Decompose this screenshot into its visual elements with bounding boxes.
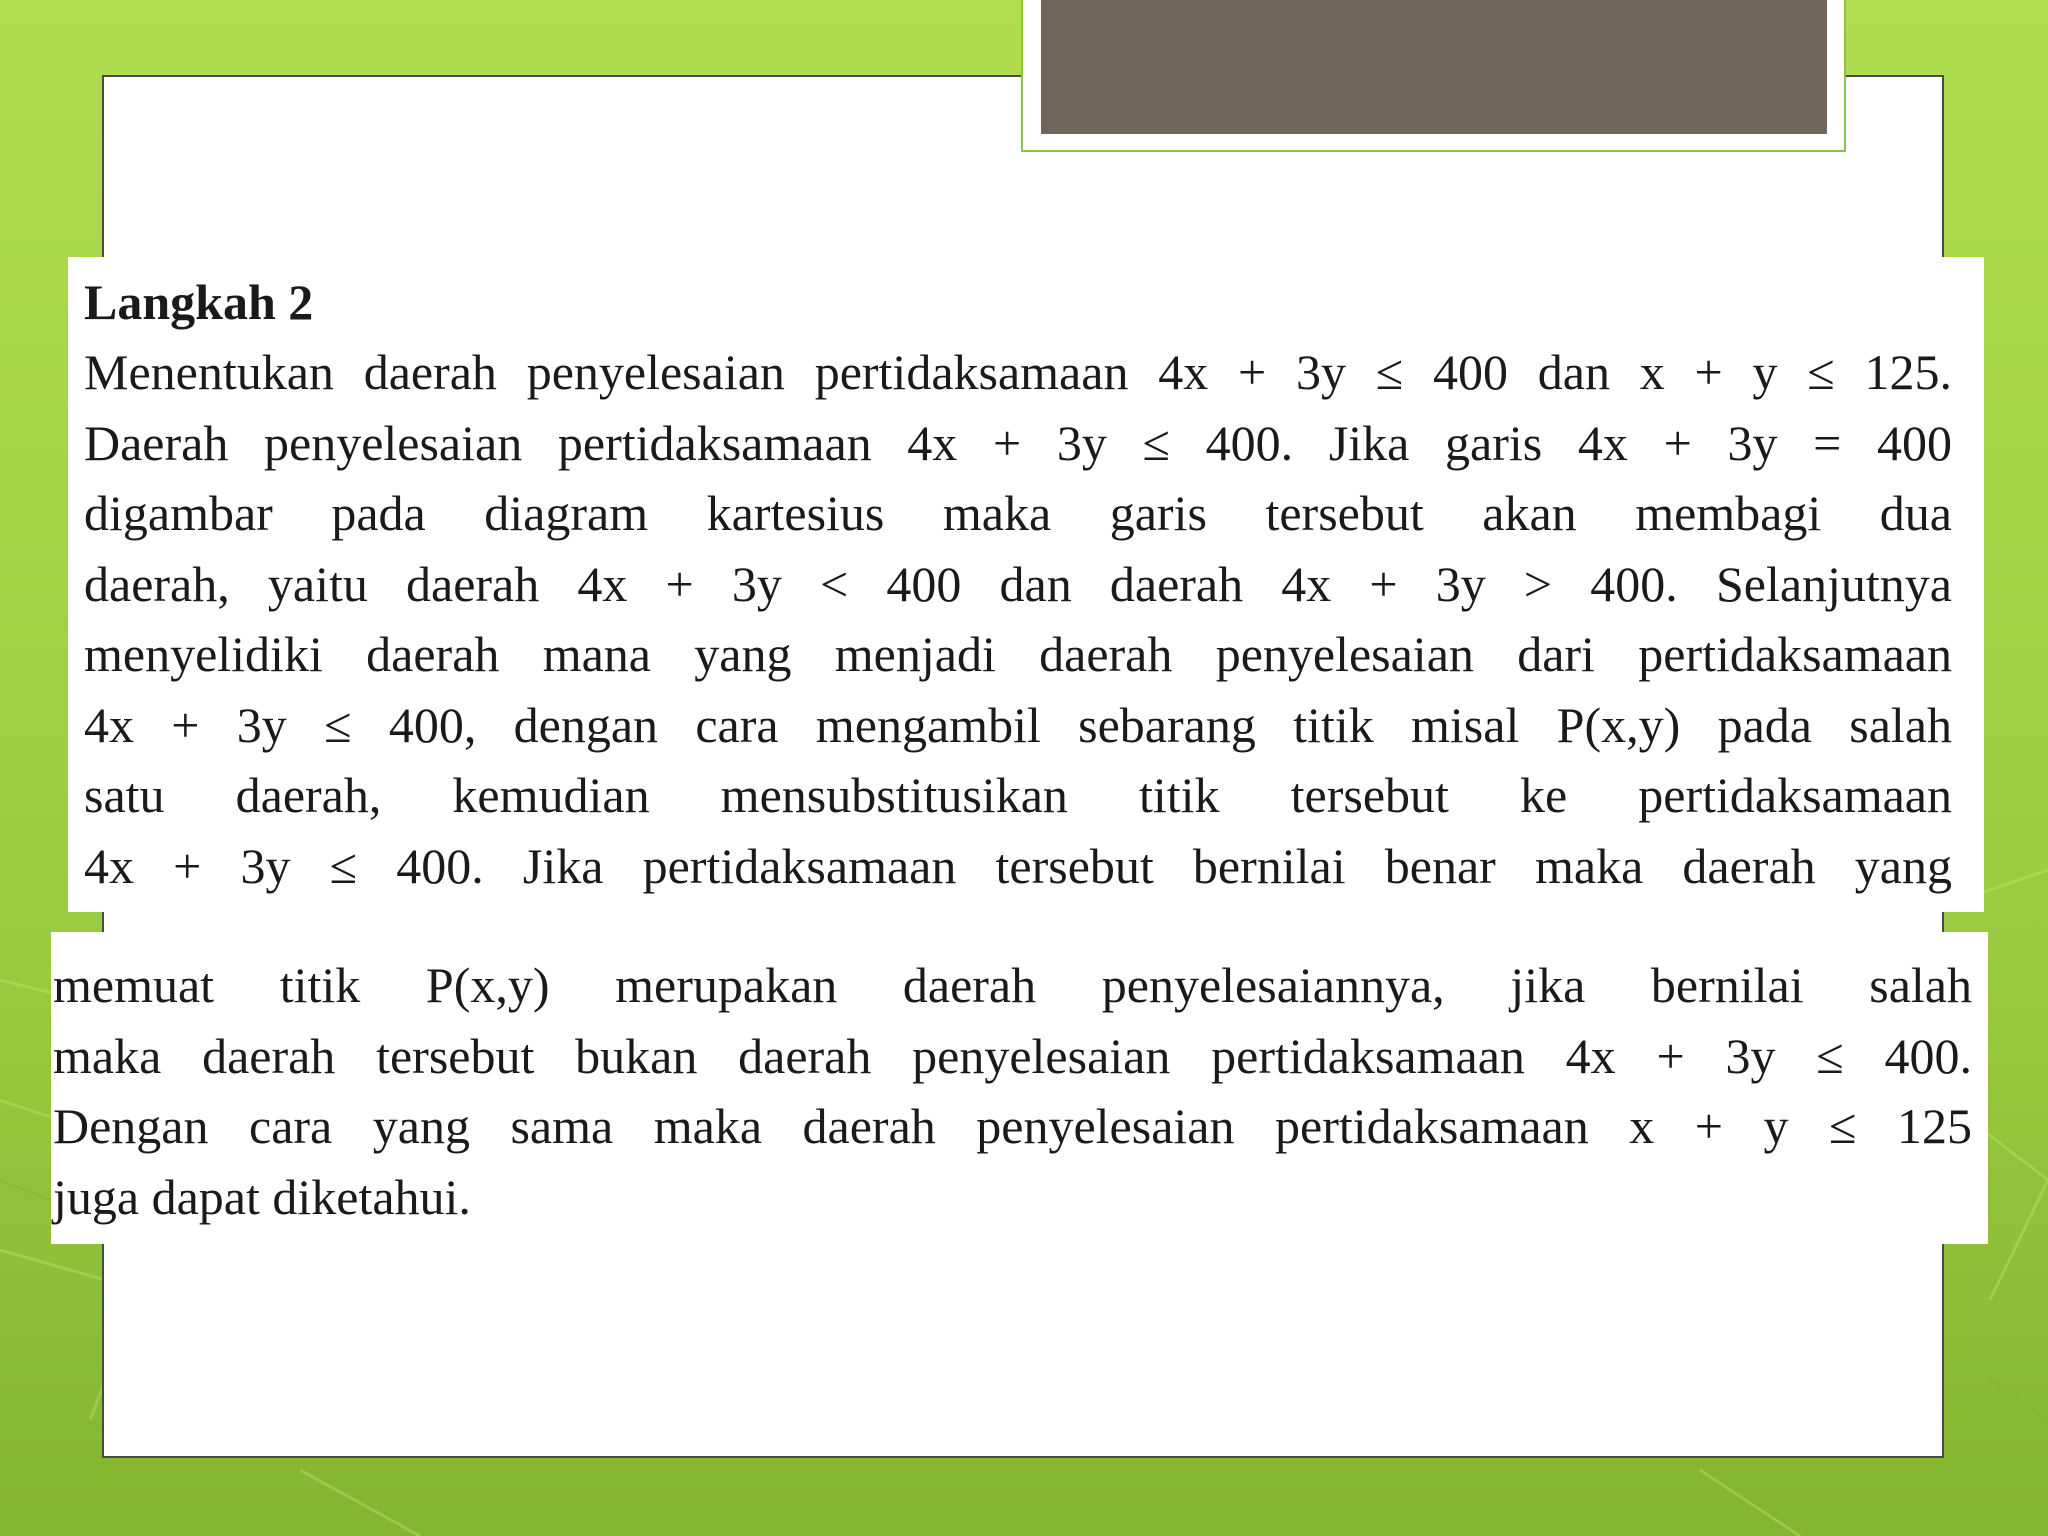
text-line: Daerah penyelesaian pertidaksamaan 4x + 3y ≤ 400. Jika garis 4x + 3y = 400 [84,414,1952,471]
text-line: 4x + 3y ≤ 400, dengan cara mengambil sebarang titik misal P(x,y) pada salah [84,696,1952,753]
title-bar [1041,0,1827,134]
title-placeholder[interactable] [1021,0,1846,152]
text-line: maka daerah tersebut bukan daerah penyelesaian pertidaksamaan 4x + 3y ≤ 400. [53,1027,1972,1084]
text-block-2 [51,932,1988,1244]
text-line: satu daerah, kemudian mensubstitusikan titik tersebut ke pertidaksamaan [84,767,1952,823]
text-line: digambar pada diagram kartesius maka garis tersebut akan membagi dua [84,485,1952,541]
text-line: juga dapat diketahui. [53,1168,471,1225]
text-line: memuat titik P(x,y) merupakan daerah penyelesaiannya, jika bernilai salah [53,957,1972,1013]
text-line: Menentukan daerah penyelesaian pertidaksamaan 4x + 3y ≤ 400 dan x + y ≤ 125. [84,344,1952,400]
text-line: daerah, yaitu daerah 4x + 3y < 400 dan daerah 4x + 3y > 400. Selanjutnya [84,555,1952,612]
step-heading: Langkah 2 [84,274,314,330]
text-line: menyelidiki daerah mana yang menjadi daerah penyelesaian dari pertidaksamaan [84,626,1952,682]
text-line: 4x + 3y ≤ 400. Jika pertidaksamaan tersebut bernilai benar maka daerah yang [84,837,1952,894]
text-line: Dengan cara yang sama maka daerah penyelesaian pertidaksamaan x + y ≤ 125 [53,1098,1972,1154]
text-block-1 [68,257,1984,912]
